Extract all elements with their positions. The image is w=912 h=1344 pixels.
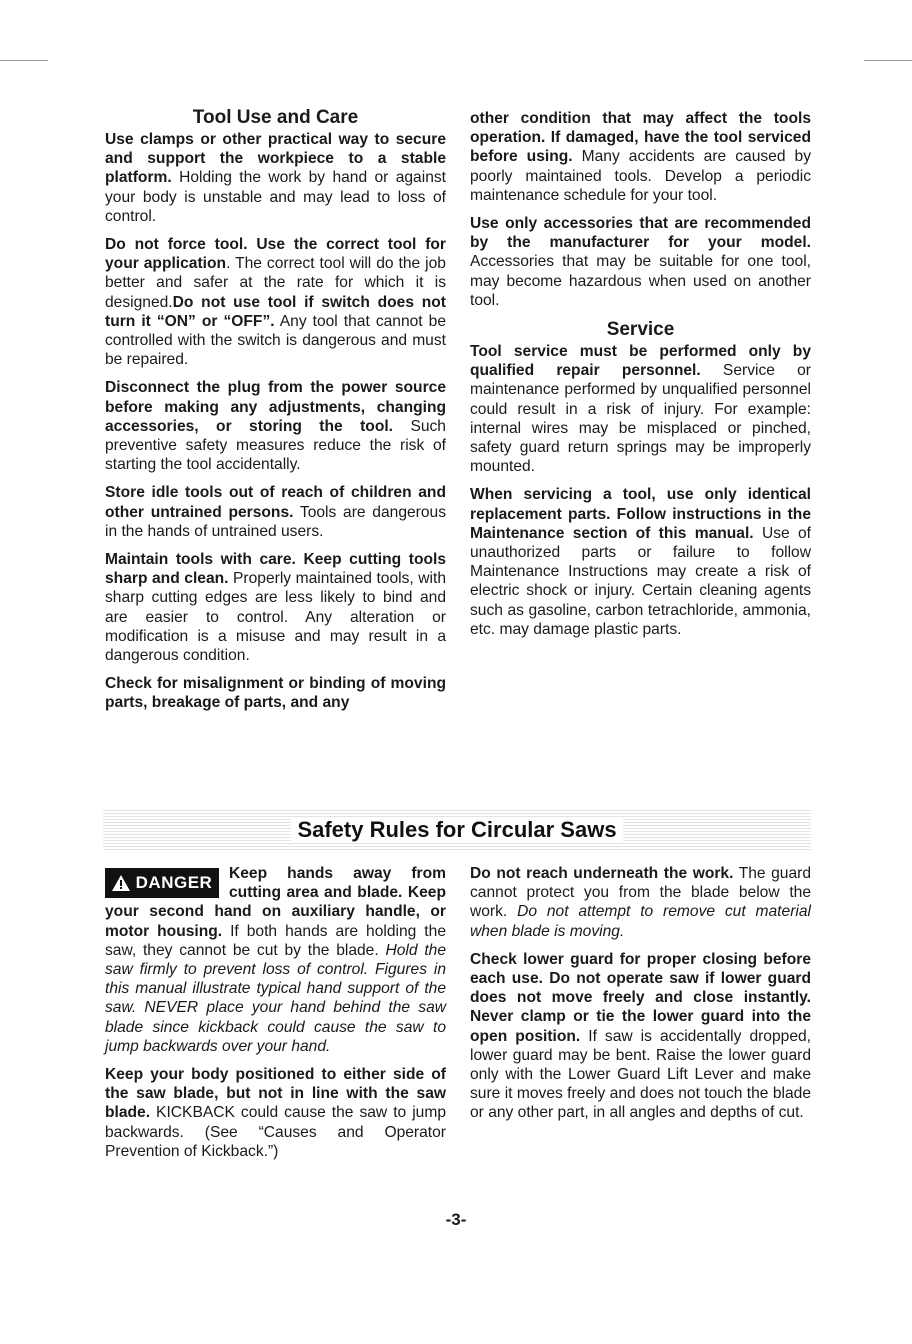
bold-lead: Use clamps or other practical way to secure and support the workpiece to a stable platform. [105, 131, 446, 187]
paragraph [105, 550, 446, 665]
body-text: Service or maintenance performed by unqualified personnel could result in a risk of injury. For example: internal wires may be misplaced or pinched, safety guard return springs may be improperly mounted. [470, 362, 811, 476]
paragraph [470, 485, 811, 639]
body-text: Such preventive safety measures reduce the risk of starting the tool accidentally. [105, 417, 446, 474]
warning-icon [112, 875, 130, 891]
bold-lead: Store idle tools out of reach of children and other untrained persons. [105, 484, 446, 521]
bold-lead: Check for misalignment or binding of moving parts, breakage of parts, and any [105, 675, 446, 712]
danger-column [105, 864, 446, 1170]
body-text: Any tool that cannot be controlled with the switch is dangerous and must be repaired. [105, 312, 446, 369]
crop-mark-top-right [864, 60, 912, 61]
bold-lead: Tool service must be performed only by qualified repair personnel. [470, 343, 811, 380]
bold-lead: Maintain tools with care. Keep cutting tools sharp and clean. [105, 551, 446, 588]
paragraph [470, 214, 811, 310]
body-text: The guard cannot protect you from the blade below the work. [470, 865, 811, 921]
paragraph [470, 109, 811, 205]
paragraph [105, 674, 446, 712]
bold-lead: Use only accessories that are recommended by the manufacturer for your model. [470, 215, 811, 252]
paragraph [105, 864, 446, 1056]
body-text: KICKBACK could cause the saw to jump backwards. (See “Causes and Operator Prevention of Kickback.”) [105, 1104, 446, 1160]
paragraph [105, 483, 446, 541]
bold-lead: When servicing a tool, use only identical replacement parts. Follow instructions in the Maintenance section of this manual. [470, 486, 811, 542]
body-text: Accessories that may be suitable for one tool, may become hazardous when used on another tool. [470, 253, 811, 309]
page-number: -3- [445, 1210, 467, 1229]
danger-text: DANGER [135, 873, 213, 893]
bold-lead: other condition that may affect the tools operation. If damaged, have the tool serviced before using. [470, 110, 811, 166]
paragraph [105, 130, 446, 226]
crop-mark-top-left [0, 60, 48, 61]
danger-label [105, 868, 219, 898]
section-banner [103, 810, 811, 850]
bold-lead: Check lower guard for proper closing before each use. Do not operate saw if lower guard does not move freely and close instantly. Never clamp or tie the lower guard into the open position. [470, 950, 811, 1045]
paragraph [105, 235, 446, 369]
saw-rules-column [470, 864, 811, 1132]
section-heading-tool-use: Tool Use and Care [192, 107, 359, 128]
bold-lead: Disconnect the plug from the power source before making any adjustments, changing accessories, or storing the tool. [105, 379, 446, 435]
paragraph [470, 864, 811, 941]
body-text: . The correct tool will do the job better and safer at the rate for which it is designed. [105, 255, 446, 311]
body-text: Properly maintained tools, with sharp cutting edges are less likely to bind and are easier to control. Any alteration or modification is a misuse and may result in a dangerous condition. [105, 570, 447, 665]
paragraph [470, 950, 811, 1123]
italic-text: Hold the saw firmly to prevent loss of control. Figures in this manual illustrate typical hand support of the saw. NEVER place your hand behind the saw blade since kickback could cause the saw to jump backwards over your hand. [105, 941, 446, 1055]
body-text: If both hands are holding the saw, they cannot be cut by the blade. [105, 922, 446, 959]
body-text: Many accidents are caused by poorly maintained tools. Develop a periodic maintenance schedule for your tool. [470, 148, 811, 204]
bold-lead: Do not use tool if switch does not turn it “ON” or “OFF”. [105, 293, 446, 330]
paragraph [470, 342, 811, 476]
bold-lead: Do not force tool. Use the correct tool for your application [105, 236, 446, 273]
service-column [470, 109, 811, 648]
bold-lead: Keep hands away from cutting area and blade. Keep your second hand on auxiliary handle, or motor housing. [105, 865, 446, 940]
bold-lead: Keep your body positioned to either side of the saw blade, but not in line with the saw blade. [105, 1066, 446, 1122]
paragraph [105, 1065, 446, 1161]
bold-lead: Do not reach underneath the work. [470, 865, 734, 882]
italic-text: Do not attempt to remove cut material when blade is moving. [470, 903, 811, 940]
body-text: Use of unauthorized parts or failure to follow Maintenance Instructions may create a risk of electric shock or injury. Certain cleaning agents such as gasoline, carbon tetrachloride, ammonia, etc. may damage plastic parts. [470, 524, 811, 638]
tool-use-column [105, 107, 446, 722]
body-text: If saw is accidentally dropped, lower guard may be bent. Raise the lower guard only with the Lower Guard Lift Lever and make sure it moves freely and does not touch the blade or any other part, in all angles and depths of cut. [470, 1027, 812, 1122]
body-text: Tools are dangerous in the hands of untrained users. [105, 503, 446, 540]
section-heading-service: Service [606, 319, 675, 341]
body-text: Holding the work by hand or against your body is unstable and may lead to loss of control. [105, 169, 446, 225]
paragraph [105, 378, 446, 474]
banner-title: Safety Rules for Circular Saws [291, 817, 622, 842]
